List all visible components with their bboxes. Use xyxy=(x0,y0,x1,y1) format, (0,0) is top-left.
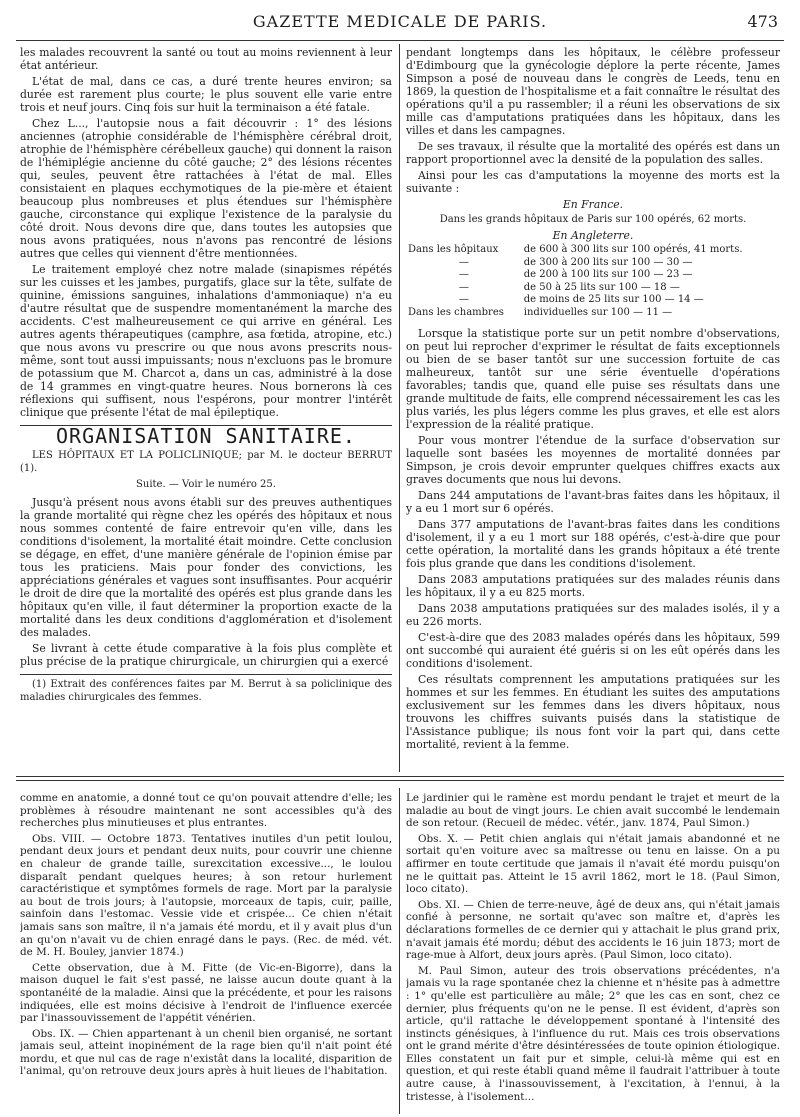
paragraph: les malades recouvrent la santé ou tout au moins reviennent à leur état antérieur. xyxy=(20,46,392,72)
paragraph: Pour vous montrer l'étendue de la surface d'observation sur laquelle sont basées les moyennes de mortalité données par Simpson, je crois devoir emprunter quelques chiffres exacts aux graves documents que nous lui devons. xyxy=(406,434,780,486)
paragraph: Se livrant à cette étude comparative à la fois plus complète et plus précise de la pratique chirurgicale, un chirurgien qui a exercé xyxy=(20,642,392,668)
table-cell: de moins de 25 lits sur 100 — 14 — xyxy=(523,294,704,305)
page-header xyxy=(18,6,782,36)
bottom-right-column xyxy=(406,792,780,1110)
paragraph: Jusqu'à présent nous avons établi sur des preuves authentiques la grande mortalité qui règne chez les opérés des hôpitaux et nous nous sommes contenté de faire entrevoir qu'en ville, dans les conditions d'isolement, la mortalité était moindre. Cette conclusion se dégage, en effet, d'une manière générale de l'opinion émise par tous les praticiens. Mais pour fonder des convictions, les appréciations générales et vagues sont insuffisantes. Pour acquérir le droit de dire que la mortalité des opérés est plus grande dans les hôpitaux qu'en ville, il faut déterminer la proportion exacte de la mortalité dans les deux conditions d'agglomération et d'isolement des malades. xyxy=(20,496,392,639)
middle-rule xyxy=(16,776,784,777)
paragraph: Chez L..., l'autopsie nous a fait découvrir : 1° des lésions anciennes (atrophie considérable de l'hémisphère cérébral droit, atrophie de l'hémisphère cérébelleux gauche) qui donnent la raison de l'hémiplégie ancienne du côté gauche; 2° des lésions récentes qui, seules, peuvent être rattachées à l'état de mal. Elles consistaient en plaques ecchymotiques de la pie-mère et étaient beaucoup plus nombreuses et plus étendues sur l'hémisphère gauche, circonstance qui explique l'existence de la paralysie du côté droit. Nous devons dire que, dans toutes les autopsies que nous avons pratiquées, nous n'avons pas rencontré de lésions autres que celles qui viennent d'être mentionnées. xyxy=(20,117,392,260)
page-number: 473 xyxy=(747,12,778,31)
table-cell: de 50 à 25 lits sur 100 — 18 — xyxy=(523,281,680,293)
paragraph: Ces résultats comprennent les amputations pratiquées sur les hommes et sur les femmes. En étudiant les suites des amputations exclusivement sur les femmes dans les divers hôpitaux, nous trouvons les chiffres suivants puisés dans la statistique de l'Assistance publique; ils nous font voir la part qui, dans cette mortalité, revient à la femme. xyxy=(406,673,780,751)
top-left-column xyxy=(20,46,392,770)
paragraph: Dans 2083 amputations pratiquées sur des malades réunis dans les hôpitaux, il y a eu 825 morts. xyxy=(406,573,780,599)
column-divider xyxy=(399,788,400,1114)
footnote-rule xyxy=(20,674,392,675)
section-title: ORGANISATION SANITAIRE. xyxy=(56,424,356,448)
table-row xyxy=(406,269,780,282)
top-right-column xyxy=(406,46,780,770)
continuation-note: Suite. — Voir le numéro 25. xyxy=(136,479,276,490)
paragraph: Cette observation, due à M. Fitte (de Vic-en-Bigorre), dans la maison duquel le fait s'est passé, ne laisse aucun doute quant à la spontanéité de la maladie. Ainsi que la précédente, et pour les raisons indiquées, elle est moins décisive à l'endroit de l'influence exercée par l'inassouvissement de l'appétit vénérien. xyxy=(20,961,392,1025)
paragraph: Obs. XI. — Chien de terre-neuve, âgé de deux ans, qui n'était jamais confié à personne, ne sortait qu'avec son maître et, d'après les déclarations formelles de ce dernier qui y attachait le plus grand prix, n'avait jamais été mordu; début des accidents le 16 juin 1873; mort de rage-mue à Alfort, deux jours après. (Paul Simon, loco citato). xyxy=(406,898,780,962)
england-stats-table xyxy=(406,244,780,319)
table-cell: individuelles sur 100 — 11 — xyxy=(523,306,673,318)
table-cell: de 600 à 300 lits sur 100 opérés, 41 morts. xyxy=(523,244,743,255)
paragraph: Dans 377 amputations de l'avant-bras faites dans les conditions d'isolement, il y a eu 1 mort sur 188 opérés, c'est-à-dire que pour cette opération, la mortalité dans les grands hôpitaux a été trente fois plus grande que dans les conditions d'isolement. xyxy=(406,518,780,570)
table-row xyxy=(406,282,780,295)
table-cell: de 200 à 100 lits sur 100 — 23 — xyxy=(523,269,693,280)
paragraph: comme en anatomie, a donné tout ce qu'on pouvait attendre d'elle; les problèmes à résoudre maintenant ne sont accessibles qu'à des recherches plus minutieuses et plus entrantes. xyxy=(20,792,392,830)
header-rule xyxy=(16,40,784,41)
table-cell: Dans les hôpitaux xyxy=(408,244,499,255)
paragraph: Le jardinier qui le ramène est mordu pendant le trajet et meurt de la maladie au bout de vingt jours. Le chien avait succombé le lendemain de son retour. (Recueil de médec. vétér., janv. 1874, Paul Simon.) xyxy=(406,792,780,830)
france-stat: Dans les grands hôpitaux de Paris sur 100 opérés, 62 morts. xyxy=(439,214,747,225)
paragraph: pendant longtemps dans les hôpitaux, le célèbre professeur d'Edimbourg que la gynécologie déplore la perte récente, James Simpson a posé de nouveau dans le congrès de Leeds, tenu en 1869, la question de l'hospitalisme et a fait connaître le résultat des opérations qu'il a pu rassembler; il a réuni les observations de six mille cas d'amputations pratiquées dans les hôpitaux, dans les villes et dans les campagnes. xyxy=(406,46,780,137)
table-cell: — xyxy=(458,256,469,268)
table-cell: — xyxy=(458,269,469,280)
bottom-left-column xyxy=(20,792,392,1110)
paragraph: Le traitement employé chez notre malade (sinapismes répétés sur les cuisses et les jambes, purgatifs, glace sur la tête, sulfate de quinine, émissions sanguines, inhalations d'ammoniaque) n'a eu d'autre résultat que de suspendre momentanément la marche des accidents. C'est malheureusement ce qui arrive en général. Les autres agents thérapeutiques (camphre, asa fœtida, atropine, etc.) que nous avons vu prescrire ou que nous avons prescrits nous-même, sont tout aussi impuissants; nous n'excluons pas le bromure de potassium que M. Charcot a, dans un cas, administré à la dose de 14 grammes en vingt-quatre heures. Nous bornerons là ces réflexions qui suffisent, nous l'espérons, pour montrer l'intérêt clinique que présente l'état de mal épileptique. xyxy=(20,263,392,419)
paragraph: Ainsi pour les cas d'amputations la moyenne des morts est la suivante : xyxy=(406,169,780,195)
footnote: (1) Extrait des conférences faites par M. Berrut à sa policlinique des maladies chirurgicales des femmes. xyxy=(20,679,392,703)
column-divider xyxy=(399,44,400,772)
article-byline: LES HÔPITAUX ET LA POLICLINIQUE; par M. le docteur BERRUT (1). xyxy=(20,450,392,474)
middle-rule xyxy=(16,780,784,781)
paragraph: C'est-à-dire que des 2083 malades opérés dans les hôpitaux, 599 ont succombé qui auraient été guéris si on les eût opérés dans les conditions d'isolement. xyxy=(406,631,780,670)
table-cell: Dans les chambres xyxy=(408,306,504,318)
paragraph: De ses travaux, il résulte que la mortalité des opérés est dans un rapport proportionnel avec la densité de la population des salles. xyxy=(406,140,780,166)
paragraph: Obs. IX. — Chien appartenant à un chenil bien organisé, ne sortant jamais seul, atteint inopinément de la rage bien qu'il n'ait point été mordu, et que nul cas de rage n'existât dans la localité, disparition de l'animal, qu'on retrouve deux jours après à huit lieues de l'habitation. xyxy=(20,1027,392,1078)
table-row xyxy=(406,294,780,307)
subheading-france: En France. xyxy=(562,198,624,211)
paragraph: Lorsque la statistique porte sur un petit nombre d'observations, on peut lui reprocher d'exprimer le résultat de faits exceptionnels ou bien de se baser tantôt sur une succession fortuite de cas malheureux, tantôt sur une série éventuelle d'opérations favorables; tandis que, quand elle puise ses résultats dans une grande multitude de faits, elle comprend nécessairement les cas les plus variés, les plus légers comme les plus graves, et elle est alors l'expression de la réalité pratique. xyxy=(406,327,780,431)
paragraph: L'état de mal, dans ce cas, a duré trente heures environ; sa durée est rarement plus courte; le plus souvent elle varie entre trois et neuf jours. Cinq fois sur huit la terminaison a été fatale. xyxy=(20,75,392,114)
table-row xyxy=(406,257,780,270)
table-cell: — xyxy=(458,294,469,305)
table-cell: — xyxy=(458,281,469,293)
paragraph: M. Paul Simon, auteur des trois observations précédentes, n'a jamais vu la rage spontanée chez la chienne et n'hésite pas à admettre : 1° qu'elle est particulière au mâle; 2° que les cas en sont, chez ce dernier, plus fréquents qu'on ne le pense. Il est évident, d'après son article, qu'il rattache le développement spontané à l'intensité des instincts génésiques, à l'influence du rut. Mais ces trois observations ont le grand mérite d'être désintéressées de toute opinion étiologique. Elles constatent un fait pur et simple, celui-là même qui est en question, et qui reste établi quand même il faudrait l'attribuer à toute autre cause, à l'inassouvissement, à l'excitation, à l'ennui, à la tristesse, à l'isolement... xyxy=(406,964,780,1103)
paragraph: Dans 2038 amputations pratiquées sur des malades isolés, il y a eu 226 morts. xyxy=(406,602,780,628)
journal-title: GAZETTE MEDICALE DE PARIS. xyxy=(252,12,548,31)
paragraph: Obs. X. — Petit chien anglais qui n'était jamais abandonné et ne sortait qu'en voiture avec sa maîtresse ou tenu en laisse. On a pu affirmer en toute certitude que jamais il n'avait été mordu puisqu'on ne le quittait pas. Atteint le 15 avril 1862, mort le 18. (Paul Simon, loco citato). xyxy=(406,832,780,896)
paragraph: Obs. VIII. — Octobre 1873. Tentatives inutiles d'un petit loulou, pendant deux jours et pendant deux nuits, pour couvrir une chienne en chaleur de grande taille, surexcitation excessive..., le loulou disparaît pendant quelques heures; à son retour hurlement caractéristique et symptômes formels de rage. Mort par la paralysie au bout de trois jours; à l'autopsie, morceaux de tapis, cuir, paille, sainfoin dans l'estomac. Vessie vide et crispée... Ce chien n'était jamais sans son maître, il n'a jamais été mordu, et il y avait plus d'un an qu'on n'avait vu de chien enragé dans le pays. (Rec. de méd. vét. de M. H. Bouley, janvier 1874.) xyxy=(20,832,392,959)
table-cell: de 300 à 200 lits sur 100 — 30 — xyxy=(523,256,693,268)
subheading-england: En Angleterre. xyxy=(552,229,634,242)
paragraph: Dans 244 amputations de l'avant-bras faites dans les hôpitaux, il y a eu 1 mort sur 6 opérés. xyxy=(406,489,780,515)
table-row xyxy=(406,307,780,320)
table-row xyxy=(406,244,780,257)
